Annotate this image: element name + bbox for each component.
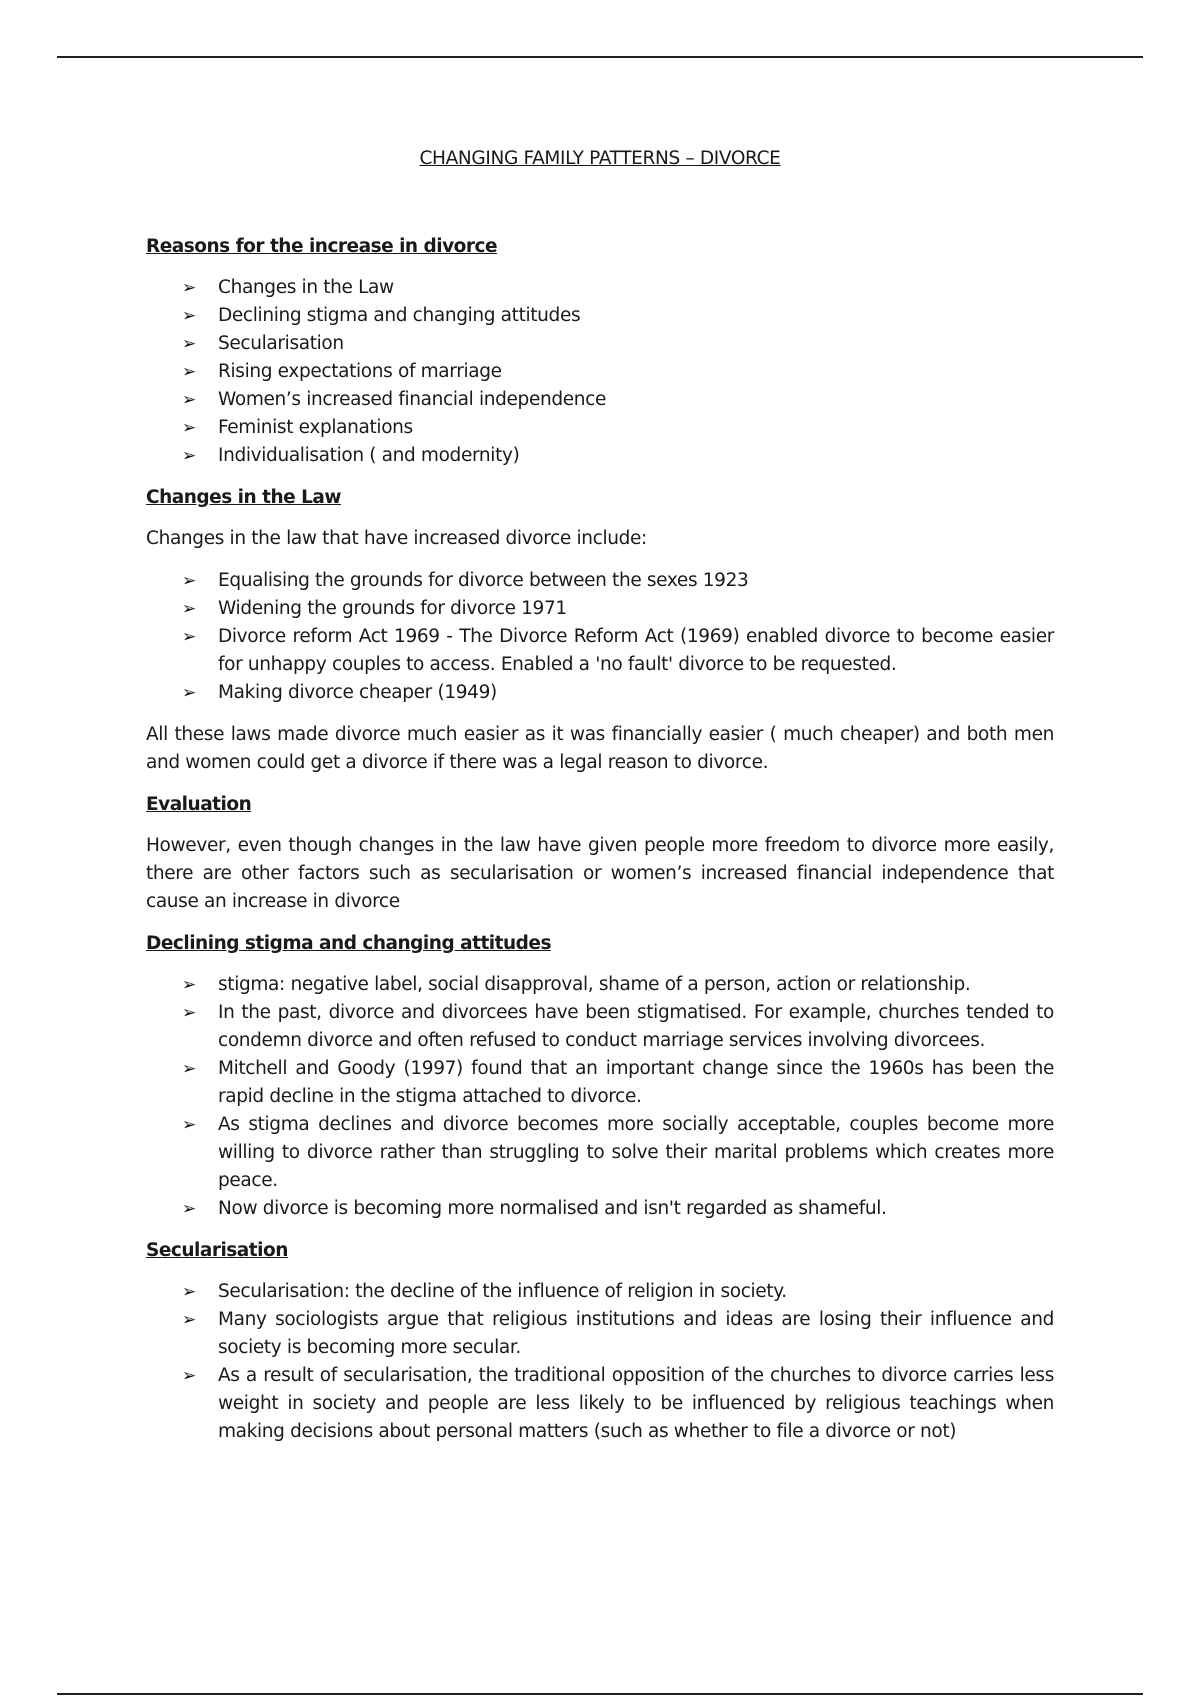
- evaluation-text: However, even though changes in the law have given people more freedom to divorce more easily, there are other factors such as secularisation or women’s increased financial independence that cause an increase in divorce: [146, 835, 1054, 912]
- list-item: [182, 414, 1054, 442]
- arrowhead-bullet-icon: ➢: [182, 1115, 196, 1135]
- arrowhead-bullet-icon: ➢: [182, 1310, 196, 1330]
- document-content: [146, 145, 1054, 1460]
- list-item-text: Making divorce cheaper (1949): [218, 682, 497, 703]
- arrowhead-bullet-icon: ➢: [182, 362, 196, 382]
- list-item: [182, 1195, 1054, 1223]
- list-item: [182, 1278, 1054, 1306]
- list-item: [182, 1362, 1054, 1446]
- list-item-text: Rising expectations of marriage: [218, 361, 502, 382]
- section-secularisation: [146, 1237, 1054, 1446]
- arrowhead-bullet-icon: ➢: [182, 390, 196, 410]
- arrowhead-bullet-icon: ➢: [182, 1282, 196, 1302]
- arrowhead-bullet-icon: ➢: [182, 334, 196, 354]
- list-item-text: Many sociologists argue that religious institutions and ideas are losing their influence and society is becoming more secular.: [218, 1309, 1054, 1358]
- list-item-text: In the past, divorce and divorcees have been stigmatised. For example, churches tended to condemn divorce and often refused to conduct marriage services involving divorcees.: [218, 1002, 1054, 1051]
- list-item-text: Feminist explanations: [218, 417, 413, 438]
- list-item-text: Women’s increased financial independence: [218, 389, 607, 410]
- list-item-text: Changes in the Law: [218, 277, 394, 298]
- arrowhead-bullet-icon: ➢: [182, 571, 196, 591]
- arrowhead-bullet-icon: ➢: [182, 627, 196, 647]
- section-law: [146, 484, 1054, 777]
- document-title: CHANGING FAMILY PATTERNS – DIVORCE: [419, 148, 781, 169]
- list-item: [182, 679, 1054, 707]
- arrowhead-bullet-icon: ➢: [182, 599, 196, 619]
- arrowhead-bullet-icon: ➢: [182, 1199, 196, 1219]
- arrowhead-bullet-icon: ➢: [182, 446, 196, 466]
- section-heading-stigma: Declining stigma and changing attitudes: [146, 933, 551, 954]
- list-item: [182, 623, 1054, 679]
- list-item: [182, 358, 1054, 386]
- section-evaluation: [146, 791, 1054, 916]
- section-heading-evaluation: Evaluation: [146, 794, 252, 815]
- list-item: [182, 330, 1054, 358]
- list-item-text: Declining stigma and changing attitudes: [218, 305, 581, 326]
- list-item-text: Now divorce is becoming more normalised and isn't regarded as shameful.: [218, 1198, 887, 1219]
- section-reasons: [146, 233, 1054, 470]
- section-heading-law: Changes in the Law: [146, 487, 341, 508]
- list-item-text: As a result of secularisation, the traditional opposition of the churches to divorce carries less weight in society and people are less likely to be influenced by religious teachings when making decisions about personal matters (such as whether to file a divorce or not): [218, 1365, 1054, 1442]
- reasons-list: [146, 274, 1054, 470]
- list-item: [182, 971, 1054, 999]
- list-item-text: Individualisation ( and modernity): [218, 445, 520, 466]
- list-item: [182, 442, 1054, 470]
- section-heading-reasons: Reasons for the increase in divorce: [146, 236, 498, 257]
- arrowhead-bullet-icon: ➢: [182, 975, 196, 995]
- list-item-text: Widening the grounds for divorce 1971: [218, 598, 567, 619]
- list-item: [182, 1306, 1054, 1362]
- list-item-text: As stigma declines and divorce becomes more socially acceptable, couples become more willing to divorce rather than struggling to solve their marital problems which creates more peace.: [218, 1114, 1054, 1191]
- list-item-text: Mitchell and Goody (1997) found that an important change since the 1960s has been the rapid decline in the stigma attached to divorce.: [218, 1058, 1054, 1107]
- footer-rule: [57, 1693, 1143, 1695]
- law-intro: Changes in the law that have increased divorce include:: [146, 528, 647, 549]
- list-item: [182, 302, 1054, 330]
- arrowhead-bullet-icon: ➢: [182, 1003, 196, 1023]
- list-item: [182, 999, 1054, 1055]
- list-item: [182, 274, 1054, 302]
- list-item: [182, 1111, 1054, 1195]
- list-item: [182, 567, 1054, 595]
- list-item: [182, 595, 1054, 623]
- list-item: [182, 1055, 1054, 1111]
- list-item: [182, 386, 1054, 414]
- list-item-text: Secularisation: the decline of the influence of religion in society.: [218, 1281, 787, 1302]
- arrowhead-bullet-icon: ➢: [182, 278, 196, 298]
- arrowhead-bullet-icon: ➢: [182, 418, 196, 438]
- law-list: [146, 567, 1054, 707]
- arrowhead-bullet-icon: ➢: [182, 1059, 196, 1079]
- arrowhead-bullet-icon: ➢: [182, 306, 196, 326]
- header-rule: [57, 56, 1143, 58]
- arrowhead-bullet-icon: ➢: [182, 683, 196, 703]
- law-summary: All these laws made divorce much easier as it was financially easier ( much cheaper) and both men and women could get a divorce if there was a legal reason to divorce.: [146, 724, 1054, 773]
- list-item-text: Secularisation: [218, 333, 344, 354]
- section-heading-secularisation: Secularisation: [146, 1240, 288, 1261]
- list-item-text: Divorce reform Act 1969 - The Divorce Reform Act (1969) enabled divorce to become easier for unhappy couples to access. Enabled a 'no fault' divorce to be requested.: [218, 626, 1054, 675]
- list-item-text: Equalising the grounds for divorce between the sexes 1923: [218, 570, 749, 591]
- list-item-text: stigma: negative label, social disapproval, shame of a person, action or relationship.: [218, 974, 971, 995]
- stigma-list: [146, 971, 1054, 1223]
- section-stigma: [146, 930, 1054, 1223]
- secularisation-list: [146, 1278, 1054, 1446]
- arrowhead-bullet-icon: ➢: [182, 1366, 196, 1386]
